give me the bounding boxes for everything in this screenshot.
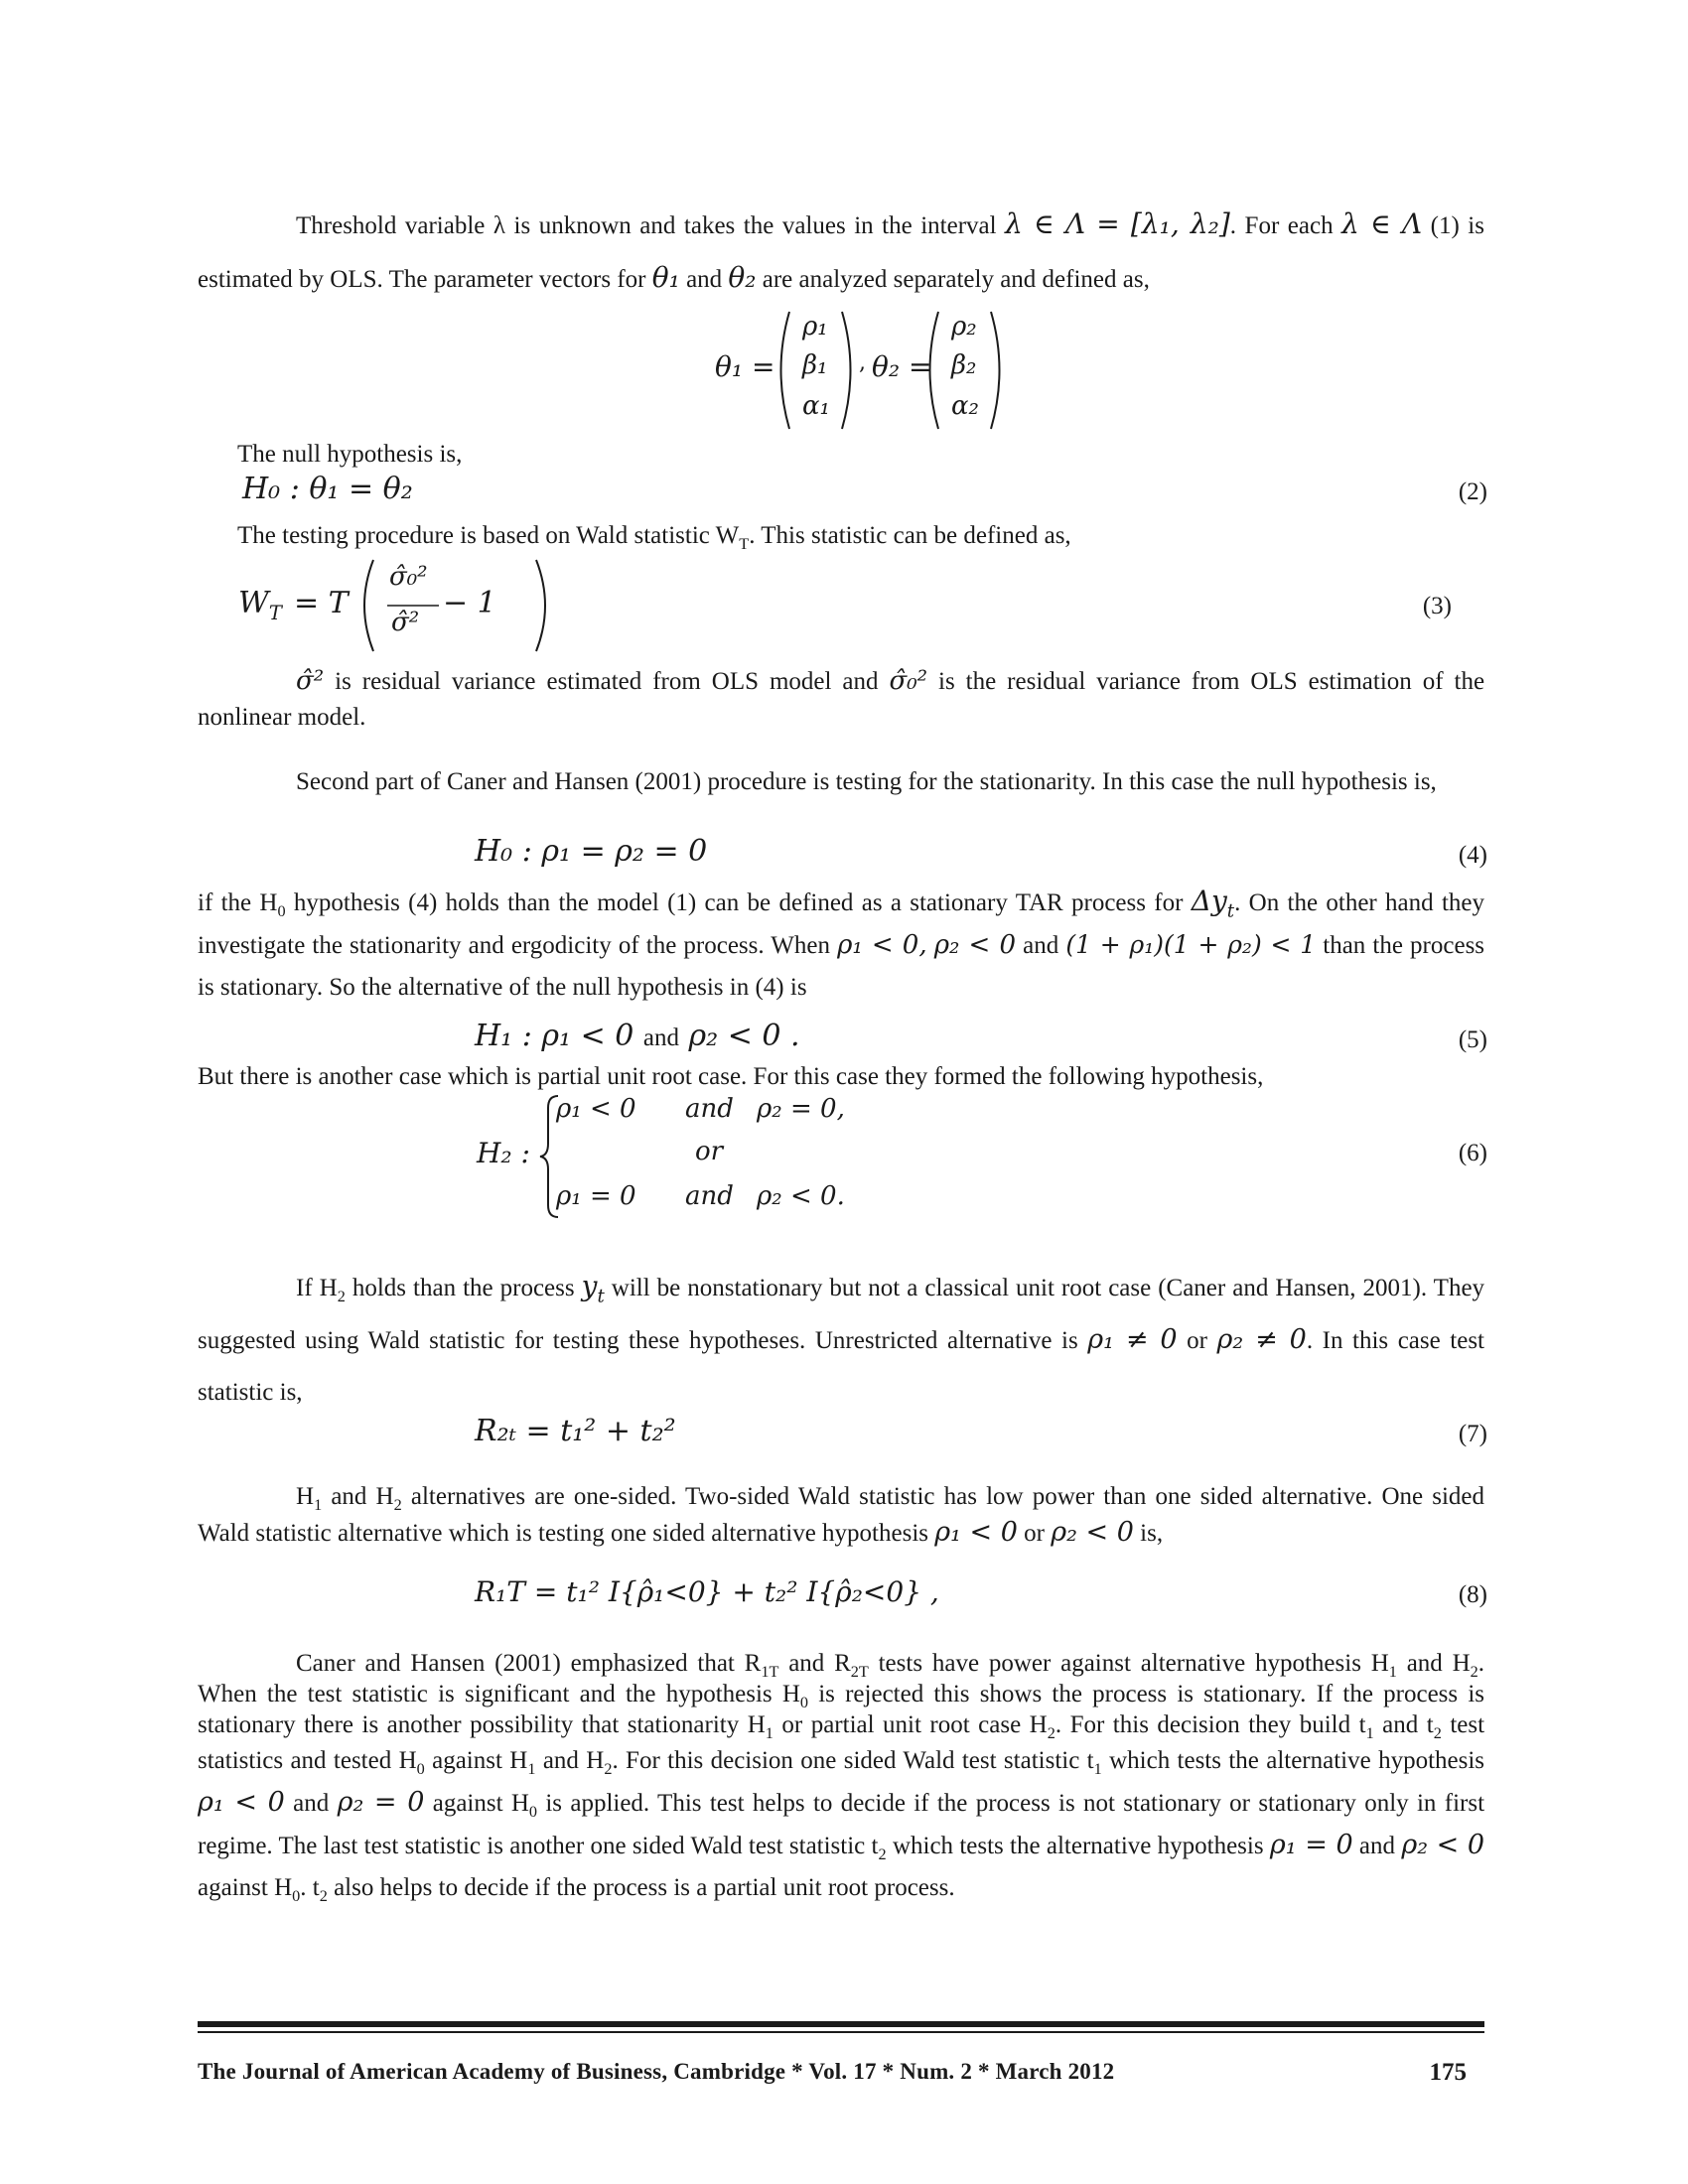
- eq5-and: and: [642, 1024, 679, 1051]
- para-text: Threshold variable λ is unknown and takes the values in the interval: [296, 212, 997, 239]
- equation-7: R₂ₜ = t₁² + t₂²: [475, 1414, 676, 1448]
- delta-y: $\Delta y_t$: [1191, 885, 1235, 922]
- eq6-r1a: ρ₁ < 0: [556, 1094, 636, 1124]
- equation-5: [475, 1017, 800, 1058]
- eq6-lhs: H₂ :: [477, 1137, 530, 1169]
- para-text: and H: [331, 1483, 394, 1510]
- journal-citation: The Journal of American Academy of Business, Cambridge * Vol. 17 * Num. 2 * March 2012: [198, 2059, 1115, 2084]
- wald-minus-one: − 1: [443, 586, 496, 620]
- y-t: $y_t$: [581, 1270, 605, 1307]
- equation-4: H₀ : ρ₁ = ρ₂ = 0: [475, 834, 708, 869]
- caner-hansen-paragraph: Caner and Hansen (2001) emphasized that $R_{1T}$ and $R_{2T}$ tests have power against alternative hypothesis $H_1$ and $H_2$. When the test statistic is significant and the hypothesis $H_0$ is rejected this shows the process is stationary. If the process is stationary there is another possibility that stationarity $H_1$ or partial unit root case $H_2$. For this decision they build $t_1$ and $t_2$ test statistics and tested $H_0$ against $H_1$ and $H_2$. For this decision one sided Wald test statistic $t_1$ which tests the alternative hypothesis ρ₁ < 0 and ρ₂ = 0 against $H_0$ is applied. This test helps to decide if the process is not stationary or stationary only in first regime. The last test statistic is another one sided Wald test statistic $t_2$ which tests the alternative hypothesis ρ₁ = 0 and ρ₂ < 0 against $H_0$. $t_2$ also helps to decide if the process is a partial unit root process.: [198, 1650, 1485, 1905]
- wald-intro-end: . This statistic can be defined as,: [749, 522, 1071, 549]
- h2-paragraph: [198, 1261, 1484, 1419]
- wald-denominator: σ̂²: [391, 608, 420, 637]
- wald-eq-t: = T: [294, 586, 349, 620]
- equation-8-number: (8): [1458, 1581, 1487, 1608]
- cond-rho2-lt: ρ₂ < 0: [1051, 1517, 1134, 1548]
- cond-rho1-eq: ρ₁ = 0: [1269, 1830, 1353, 1860]
- footer-rule-thin: [198, 2031, 1484, 2033]
- cond-rho1: ρ₁ < 0,: [837, 930, 927, 960]
- para-text: hypothesis (4) holds than the model (1) can be defined as a stationary TAR process for: [293, 889, 1184, 916]
- para-text: holds than the process: [352, 1275, 575, 1301]
- sub: 0: [277, 902, 286, 920]
- equation-8: R₁T = t₁² I{ρ̂₁<0} + t₂² I{ρ̂₂<0} ,: [475, 1575, 939, 1608]
- theta1-rho: ρ₁: [802, 312, 828, 341]
- cond-rho1-ne: ρ₁ ≠ 0: [1087, 1324, 1178, 1355]
- eq5-lhs: H₁ : ρ₁ < 0: [475, 1019, 634, 1053]
- stationarity-paragraph: [198, 881, 1484, 1009]
- cond-rho2-lt: ρ₂ < 0: [1401, 1830, 1485, 1860]
- equation-5-number: (5): [1458, 1026, 1487, 1053]
- interval-expr: λ ∈ Λ = [λ₁, λ₂]: [1005, 207, 1230, 240]
- para-text: If H: [296, 1275, 338, 1301]
- eq6-r3a: ρ₁ = 0: [556, 1181, 636, 1211]
- sub: 2: [393, 1496, 402, 1514]
- sigma-paragraph: [198, 663, 1484, 736]
- intro-paragraph: [198, 199, 1484, 306]
- cond-rho2-ne: ρ₂ ≠ 0: [1216, 1324, 1307, 1355]
- eq6-r3b: and: [685, 1181, 734, 1211]
- null-hypothesis-intro: The null hypothesis is,: [237, 441, 463, 468]
- para-text: if the H: [198, 889, 278, 916]
- para-text: is the residual variance from OLS estimation of the nonlinear model.: [198, 668, 1485, 731]
- wald-lhs: $W_T$: [238, 586, 282, 624]
- para-text: than the process is stationary. So the alternative of the null hypothesis in (4) is: [198, 932, 1485, 1001]
- theta1-beta: β₁: [802, 350, 828, 380]
- cond-rho2: ρ₂ < 0: [933, 930, 1017, 960]
- para-text: (1) is estimated by OLS. The parameter vectors for: [198, 212, 1484, 293]
- footer-rule-thick: [198, 2021, 1484, 2027]
- theta2-symbol: θ₂: [728, 261, 757, 294]
- equation-2: H₀ : θ₁ = θ₂: [242, 472, 413, 506]
- para-text: . In this case test statistic is,: [198, 1327, 1485, 1406]
- comma: ,: [859, 350, 866, 375]
- theta2-alpha: α₂: [951, 391, 979, 421]
- equation-6-number: (6): [1458, 1140, 1487, 1166]
- page-number: 175: [1429, 2059, 1467, 2086]
- sigma0-hat: σ̂₀²: [889, 666, 928, 696]
- eq6-r1c: ρ₂ = 0,: [757, 1094, 845, 1124]
- equation-3: [238, 556, 536, 655]
- cond-rho1-lt: ρ₁ < 0: [198, 1787, 285, 1818]
- theta1-symbol: θ₁: [651, 261, 680, 294]
- equation-7-number: (7): [1458, 1421, 1487, 1447]
- theta1-label: θ₁ =: [715, 350, 775, 383]
- second-part-paragraph: Second part of Caner and Hansen (2001) procedure is testing for the stationarity. In this case the null hypothesis is,: [296, 768, 1437, 795]
- wald-numerator: σ̂₀²: [389, 562, 428, 592]
- equation-3-number: (3): [1422, 593, 1452, 619]
- sub: 1: [314, 1496, 323, 1514]
- para-text: alternatives are one-sided. Two-sided Wald statistic has low power than one sided alternative. One sided Wald statistic alternative which is testing one sided alternative hypothesis: [198, 1483, 1485, 1547]
- para-text: H: [296, 1483, 315, 1510]
- lambda-in-expr: λ ∈ Λ: [1341, 207, 1423, 240]
- wald-intro-text: The testing procedure is based on Wald statistic W: [237, 522, 740, 549]
- sigma-hat: σ̂²: [296, 666, 325, 696]
- wald-intro-sub: T: [739, 535, 750, 553]
- equation-2-number: (2): [1458, 478, 1487, 505]
- one-sided-paragraph: [198, 1479, 1484, 1552]
- theta2-beta: β₂: [951, 350, 977, 380]
- equation-4-number: (4): [1458, 842, 1487, 869]
- para-text: or: [1187, 1327, 1207, 1354]
- para-text: is residual variance estimated from OLS model and: [335, 668, 879, 695]
- cond-rho2-eq: ρ₂ = 0: [337, 1787, 425, 1818]
- para-text: is,: [1140, 1520, 1164, 1547]
- eq6-r3c: ρ₂ < 0.: [757, 1181, 845, 1211]
- para-text: will be nonstationary but not a classical unit root case (Caner and Hansen, 2001). They suggested using Wald statistic for testing these hypotheses. Unrestricted alternative is: [198, 1275, 1485, 1354]
- wald-intro: [237, 519, 1524, 552]
- sub: 2: [337, 1288, 346, 1305]
- cond-rho1-lt: ρ₁ < 0: [934, 1517, 1018, 1548]
- equation-6: [477, 1092, 894, 1221]
- para-text: and: [686, 266, 723, 293]
- theta2-label: θ₂ =: [872, 350, 932, 383]
- para-text: . On the other hand they investigate the stationarity and ergodicity of the process. When: [198, 889, 1484, 959]
- cond-product: (1 + ρ₁)(1 + ρ₂) < 1: [1065, 930, 1317, 959]
- partial-unit-root-intro: But there is another case which is partial unit root case. For this case they formed the following hypothesis,: [198, 1063, 1264, 1090]
- eq5-rhs: ρ₂ < 0 .: [688, 1019, 800, 1053]
- para-text: . For each: [1229, 212, 1334, 239]
- theta1-alpha: α₁: [802, 391, 830, 421]
- para-text: or: [1024, 1520, 1045, 1547]
- eq6-or: or: [695, 1137, 724, 1166]
- eq6-r1b: and: [685, 1094, 734, 1124]
- para-text: are analyzed separately and defined as,: [762, 266, 1150, 293]
- theta2-rho: ρ₂: [951, 312, 977, 341]
- para-text: and: [1023, 932, 1059, 959]
